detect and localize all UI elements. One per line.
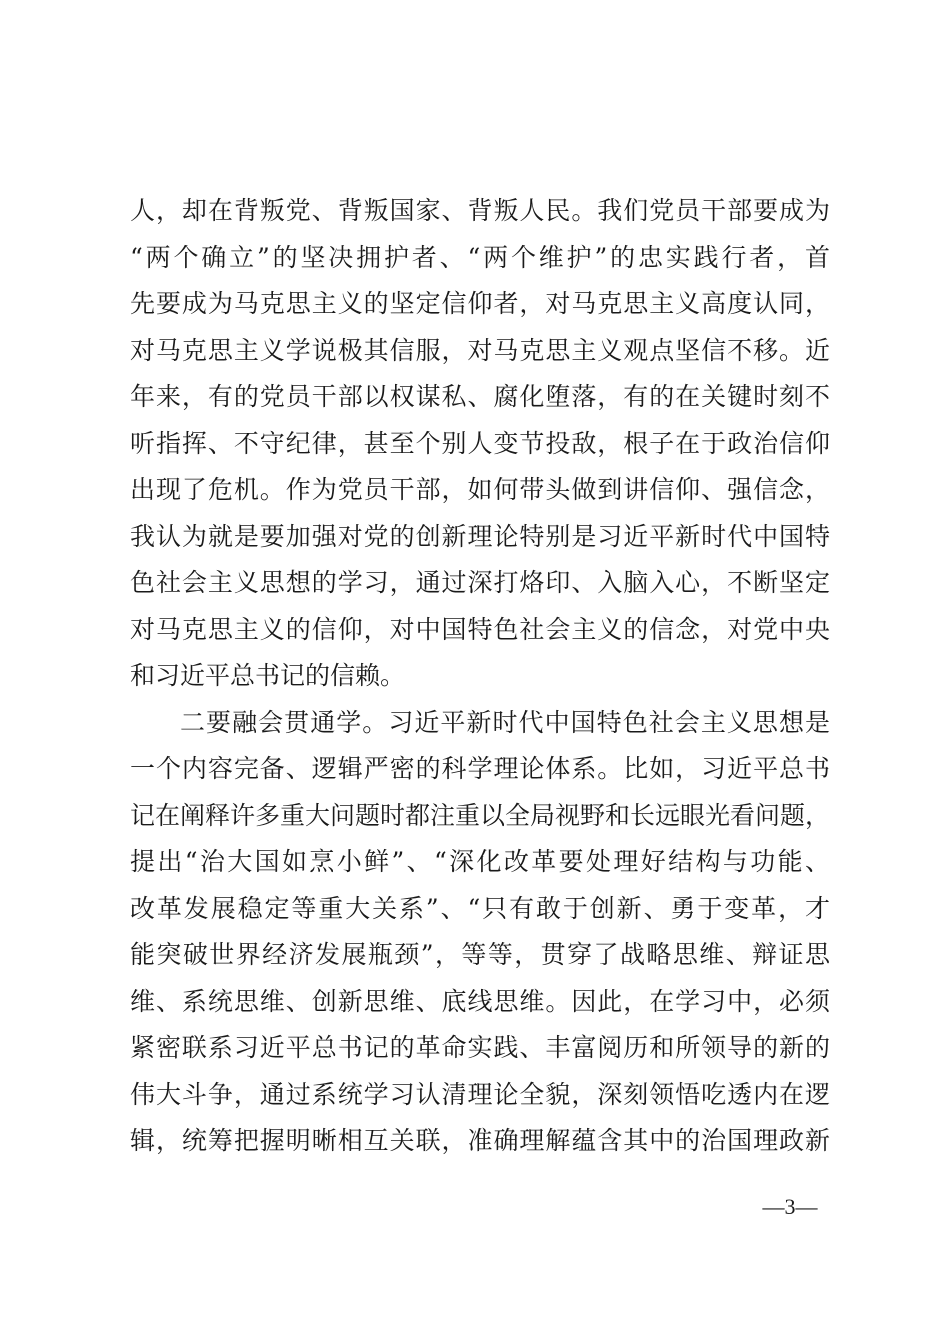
text-line: 人，却在背叛党、背叛国家、背叛人民。我们党员干部要成为: [130, 196, 830, 225]
text-line: 紧密联系习近平总书记的革命实践、丰富阅历和所领导的新的: [130, 1033, 830, 1062]
text-line: 一个内容完备、逻辑严密的科学理论体系。比如，习近平总书: [130, 754, 830, 783]
text-line: 出现了危机。作为党员干部，如何带头做到讲信仰、强信念，: [130, 475, 830, 504]
text-line: 伟大斗争，通过系统学习认清理论全貌，深刻领悟吃透内在逻: [130, 1079, 830, 1109]
text-line: 先要成为马克思主义的坚定信仰者，对马克思主义高度认同，: [130, 289, 830, 318]
text-line: 年来，有的党员干部以权谋私、腐化堕落，有的在关键时刻不: [130, 382, 830, 411]
text-line: 色社会主义思想的学习，通过深打烙印、入脑入心，不断坚定: [130, 568, 830, 597]
text-line: 记在阐释许多重大问题时都注重以全局视野和长远眼光看问题，: [130, 800, 831, 830]
paragraph-first-line: 二要融会贯通学。习近平新时代中国特色社会主义思想是: [180, 707, 830, 737]
text-line: 和习近平总书记的信赖。: [130, 661, 406, 690]
text-line: “两个确立”的坚决拥护者、“两个维护”的忠实践行者，首: [130, 242, 830, 272]
text-line: 辑，统筹把握明晰相互关联，准确理解蕴含其中的治国理政新: [130, 1126, 830, 1155]
text-line: 对马克思主义的信仰，对中国特色社会主义的信念，对党中央: [130, 614, 830, 644]
body-text: [130, 188, 830, 1165]
text-line: 维、系统思维、创新思维、底线思维。因此，在学习中，必须: [130, 986, 830, 1016]
text-line: 听指挥、不守纪律，甚至个别人变节投敌，根子在于政治信仰: [130, 428, 830, 458]
text-line: 对马克思主义学说极其信服，对马克思主义观点坚信不移。近: [130, 335, 830, 365]
text-line: 提出“治大国如烹小鲜”、“深化改革要处理好结构与功能、: [130, 847, 830, 876]
text-line: 能突破世界经济发展瓶颈”，等等，贯穿了战略思维、辩证思: [130, 940, 830, 969]
page-number: —3—: [762, 1194, 818, 1219]
text-line: 改革发展稳定等重大关系”、“只有敢于创新、勇于变革，才: [130, 893, 830, 923]
text-line: 我认为就是要加强对党的创新理论特别是习近平新时代中国特: [130, 521, 830, 551]
